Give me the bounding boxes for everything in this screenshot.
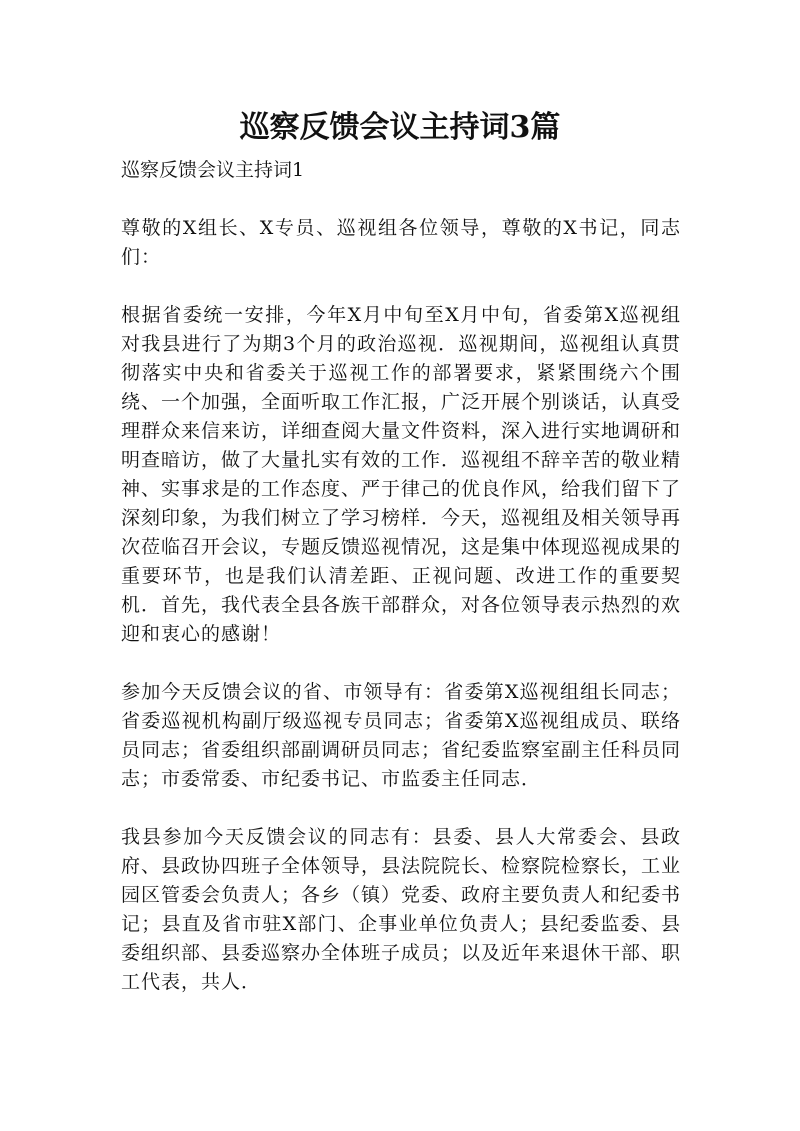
paragraph-county-attendees: 我县参加今天反馈会议的同志有：县委、县人大常委会、县政府、县政协四班子全体领导，县法院院长、检察院检察长，工业园区管委会负责人；各乡（镇）党委、政府主要负责人和纪委书记；县直及省市驻X部门、企事业单位负责人；县纪委监委、县委组织部、县委巡察办全体班子成员；以及近年来退休干部、职工代表，共人．: [121, 826, 682, 993]
section-heading: 巡察反馈会议主持词1: [121, 159, 305, 181]
paragraph-provincial-leaders: 参加今天反馈会议的省、市领导有：省委第X巡视组组长同志；省委巡视机构副厅级巡视专员同志；省委第X巡视组成员、联络员同志；省委组织部副调研员同志；省纪委监察室副主任科员同志；市委常委、市纪委书记、市监委主任同志．: [121, 681, 682, 790]
document-body: [121, 156, 681, 1026]
document-title: 巡察反馈会议主持词3篇: [239, 110, 561, 145]
paragraph-greeting: 尊敬的X组长、X专员、巡视组各位领导，尊敬的X书记，同志们：: [121, 217, 681, 268]
paragraph-background: 根据省委统一安排，今年X月中旬至X月中旬，省委第X巡视组对我县进行了为期3个月的政治巡视．巡视期间，巡视组认真贯彻落实中央和省委关于巡视工作的部署要求，紧紧围绕六个围绕、一个加强，全面听取工作汇报，广泛开展个别谈话，认真受理群众来信来访，详细查阅大量文件资料，深入进行实地调研和明查暗访，做了大量扎实有效的工作．巡视组不辞辛苦的敬业精神、实事求是的工作态度、严于律己的优良作风，给我们留下了深刻印象，为我们树立了学习榜样．今天，巡视组及相关领导再次莅临召开会议，专题反馈巡视情况，这是集中体现巡视成果的重要环节，也是我们认清差距、正视问题、改进工作的重要契机．首先，我代表全县各族干部群众，对各位领导表示热烈的欢迎和衷心的感谢！: [121, 304, 682, 645]
